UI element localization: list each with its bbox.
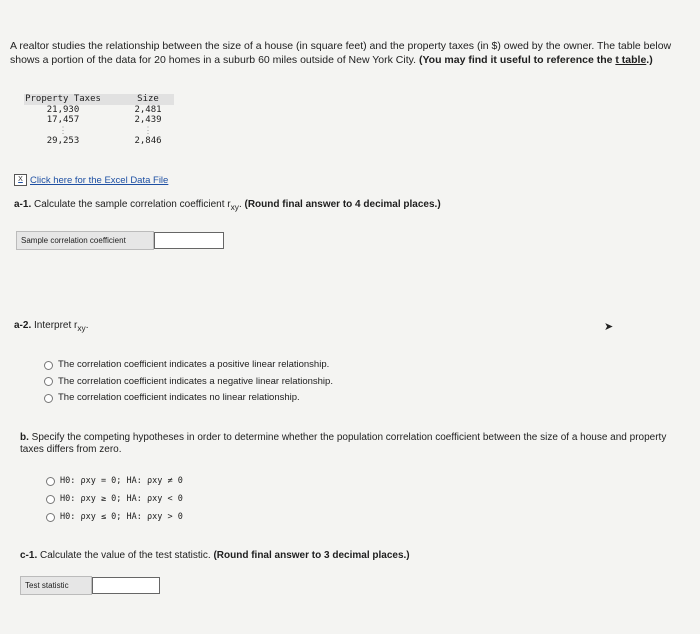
table-cell: 2,481 [134, 104, 162, 115]
b-options [46, 472, 183, 526]
intro-text: A realtor studies the relationship between the size of a house (in square feet) and the property taxes (in $) owed by the owner. The table below shows a portion of the data for 20 homes in a suburb 60 miles outside of New York City. [10, 40, 672, 66]
b-option[interactable]: H0: ρxy ≥ 0; HA: ρxy < 0 [46, 490, 183, 508]
table-ellipsis-row: ⋮ ⋮ [58, 125, 153, 136]
table-cell: 17,457 [46, 115, 80, 125]
a2-option[interactable]: The correlation coefficient indicates no linear relationship. [44, 390, 333, 407]
question-b: b. Specify the competing hypotheses in order to determine whether the population correlation coefficient between the size of a house and property taxes differs from zero. [20, 432, 667, 455]
a2-options [44, 357, 333, 407]
excel-link-text[interactable]: Click here for the Excel Data File [30, 174, 169, 186]
radio-icon[interactable] [46, 495, 55, 504]
mouse-cursor-icon: ➤ [604, 321, 614, 333]
table-header-row [24, 94, 174, 105]
table-row [24, 136, 174, 147]
correlation-coefficient-input[interactable] [154, 232, 224, 249]
answer-label: Test statistic [20, 576, 92, 595]
intro-bold-end: .) [646, 53, 653, 66]
table-header: Property Taxes [25, 94, 101, 104]
question-a1: a-1. Calculate the sample correlation coefficient $r_{xy}$. (Round final answer to 4 decimal places.) [14, 199, 441, 212]
a2-option[interactable]: The correlation coefficient indicates a negative linear relationship. [44, 374, 333, 391]
test-statistic-input[interactable] [92, 577, 160, 594]
intro-paragraph [10, 40, 682, 67]
question-c1: c-1. Calculate the value of the test statistic. (Round final answer to 3 decimal places.) [20, 550, 410, 561]
intro-bold-text: (You may find it useful to reference the [418, 53, 616, 66]
table-cell: 2,439 [134, 115, 162, 125]
b-option[interactable]: H0: ρxy = 0; HA: ρxy ≠ 0 [46, 472, 183, 490]
answer-label: Sample correlation coefficient [16, 231, 154, 250]
b-option[interactable]: H0: ρxy ≤ 0; HA: ρxy > 0 [46, 508, 183, 526]
a1-answer-row [16, 231, 224, 250]
question-a2: a-2. Interpret $r_{xy}$. [14, 320, 89, 333]
table-cell: 2,846 [134, 136, 162, 146]
radio-icon[interactable] [44, 377, 53, 386]
radio-icon[interactable] [44, 394, 53, 403]
c1-answer-row [20, 576, 160, 595]
excel-data-link[interactable] [14, 174, 168, 186]
table-cell: 29,253 [46, 136, 80, 146]
radio-icon[interactable] [44, 361, 53, 370]
radio-icon[interactable] [46, 513, 55, 522]
radio-icon[interactable] [46, 477, 55, 486]
table-header: Size [137, 94, 159, 104]
t-table-link[interactable]: t table [615, 53, 647, 66]
excel-file-icon: X [14, 174, 27, 186]
table-cell: 21,930 [46, 104, 80, 115]
a2-option[interactable]: The correlation coefficient indicates a positive linear relationship. [44, 357, 333, 374]
table-row [24, 115, 174, 126]
data-table [24, 94, 174, 147]
table-row [24, 105, 174, 116]
